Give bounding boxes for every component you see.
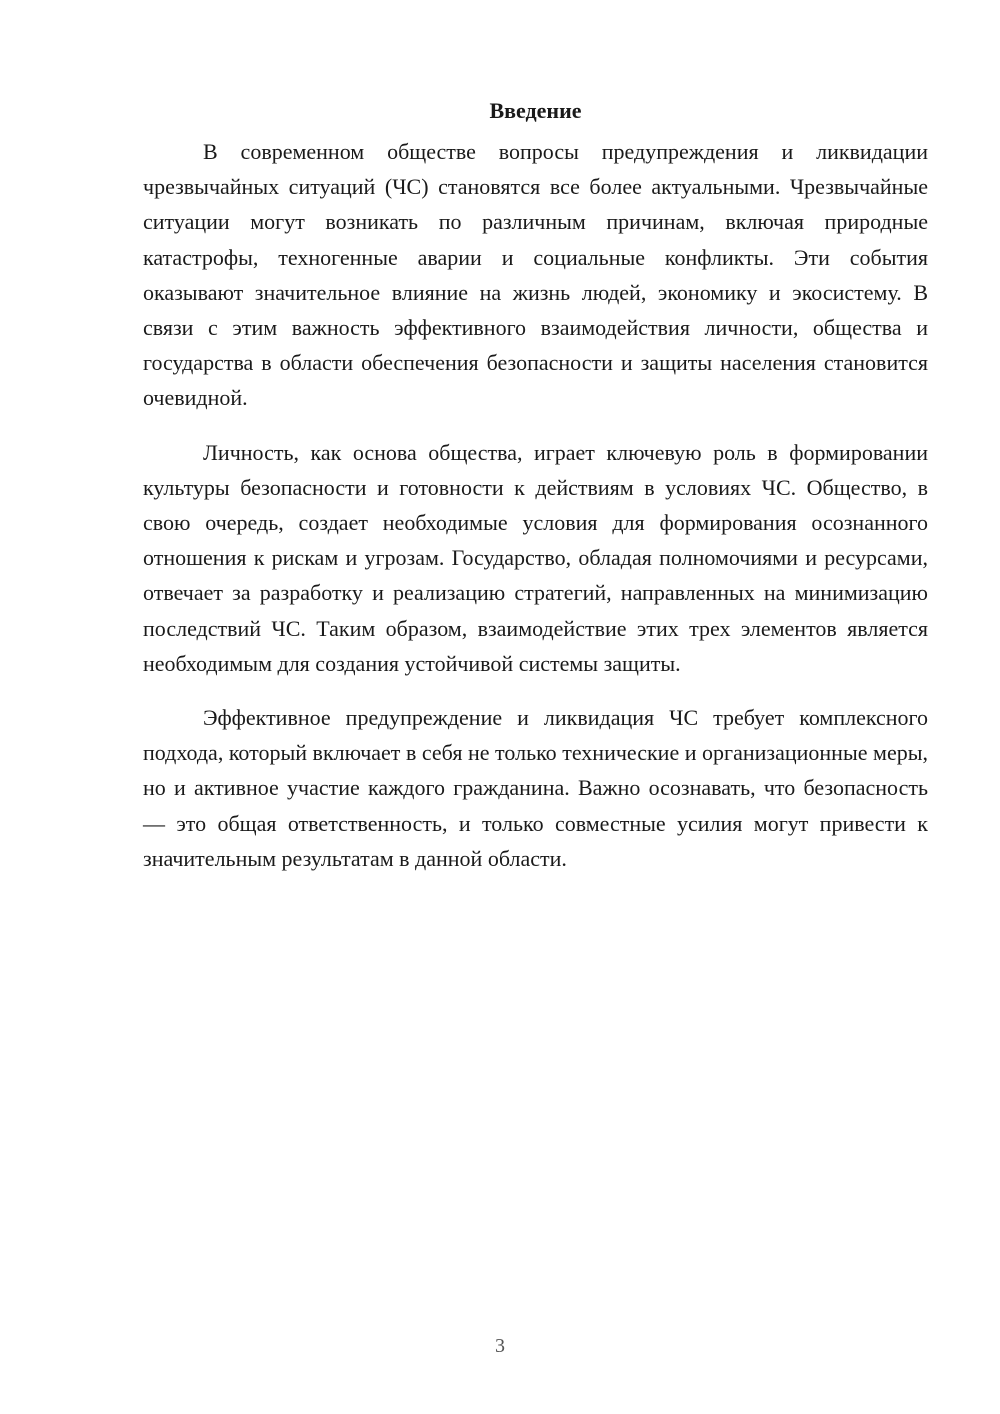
page-content — [143, 96, 928, 895]
page-number: 3 — [495, 1335, 505, 1357]
paragraph-1: В современном обществе вопросы предупреждения и ликвидации чрезвычайных ситуаций (ЧС) становятся все более актуальными. Чрезвычайные ситуации могут возникать по различным причинам, включая природные катастрофы, техногенные аварии и социальные конфликты. Эти события оказывают значительное влияние на жизнь людей, экономику и экосистему. В связи с этим важность эффективного взаимодействия личности, общества и государства в области обеспечения безопасности и защиты населения становится очевидной. — [143, 139, 928, 411]
paragraph-2: Личность, как основа общества, играет ключевую роль в формировании культуры безопасности и готовности к действиям в условиях ЧС. Общество, в свою очередь, создает необходимые условия для формирования осознанного отношения к рискам и угрозам. Государство, обладая полномочиями и ресурсами, отвечает за разработку и реализацию стратегий, направленных на минимизацию последствий ЧС. Таким образом, взаимодействие этих трех элементов является необходимым для создания устойчивой системы защиты. — [143, 439, 928, 676]
section-title: Введение — [489, 98, 582, 123]
paragraph-3: Эффективное предупреждение и ликвидация ЧС требует комплексного подхода, который включает в себя не только технические и организационные меры, но и активное участие каждого гражданина. Важно осознавать, что безопасность — это общая ответственность, и только совместные усилия могут привести к значительным результатам в данной области. — [143, 705, 928, 871]
